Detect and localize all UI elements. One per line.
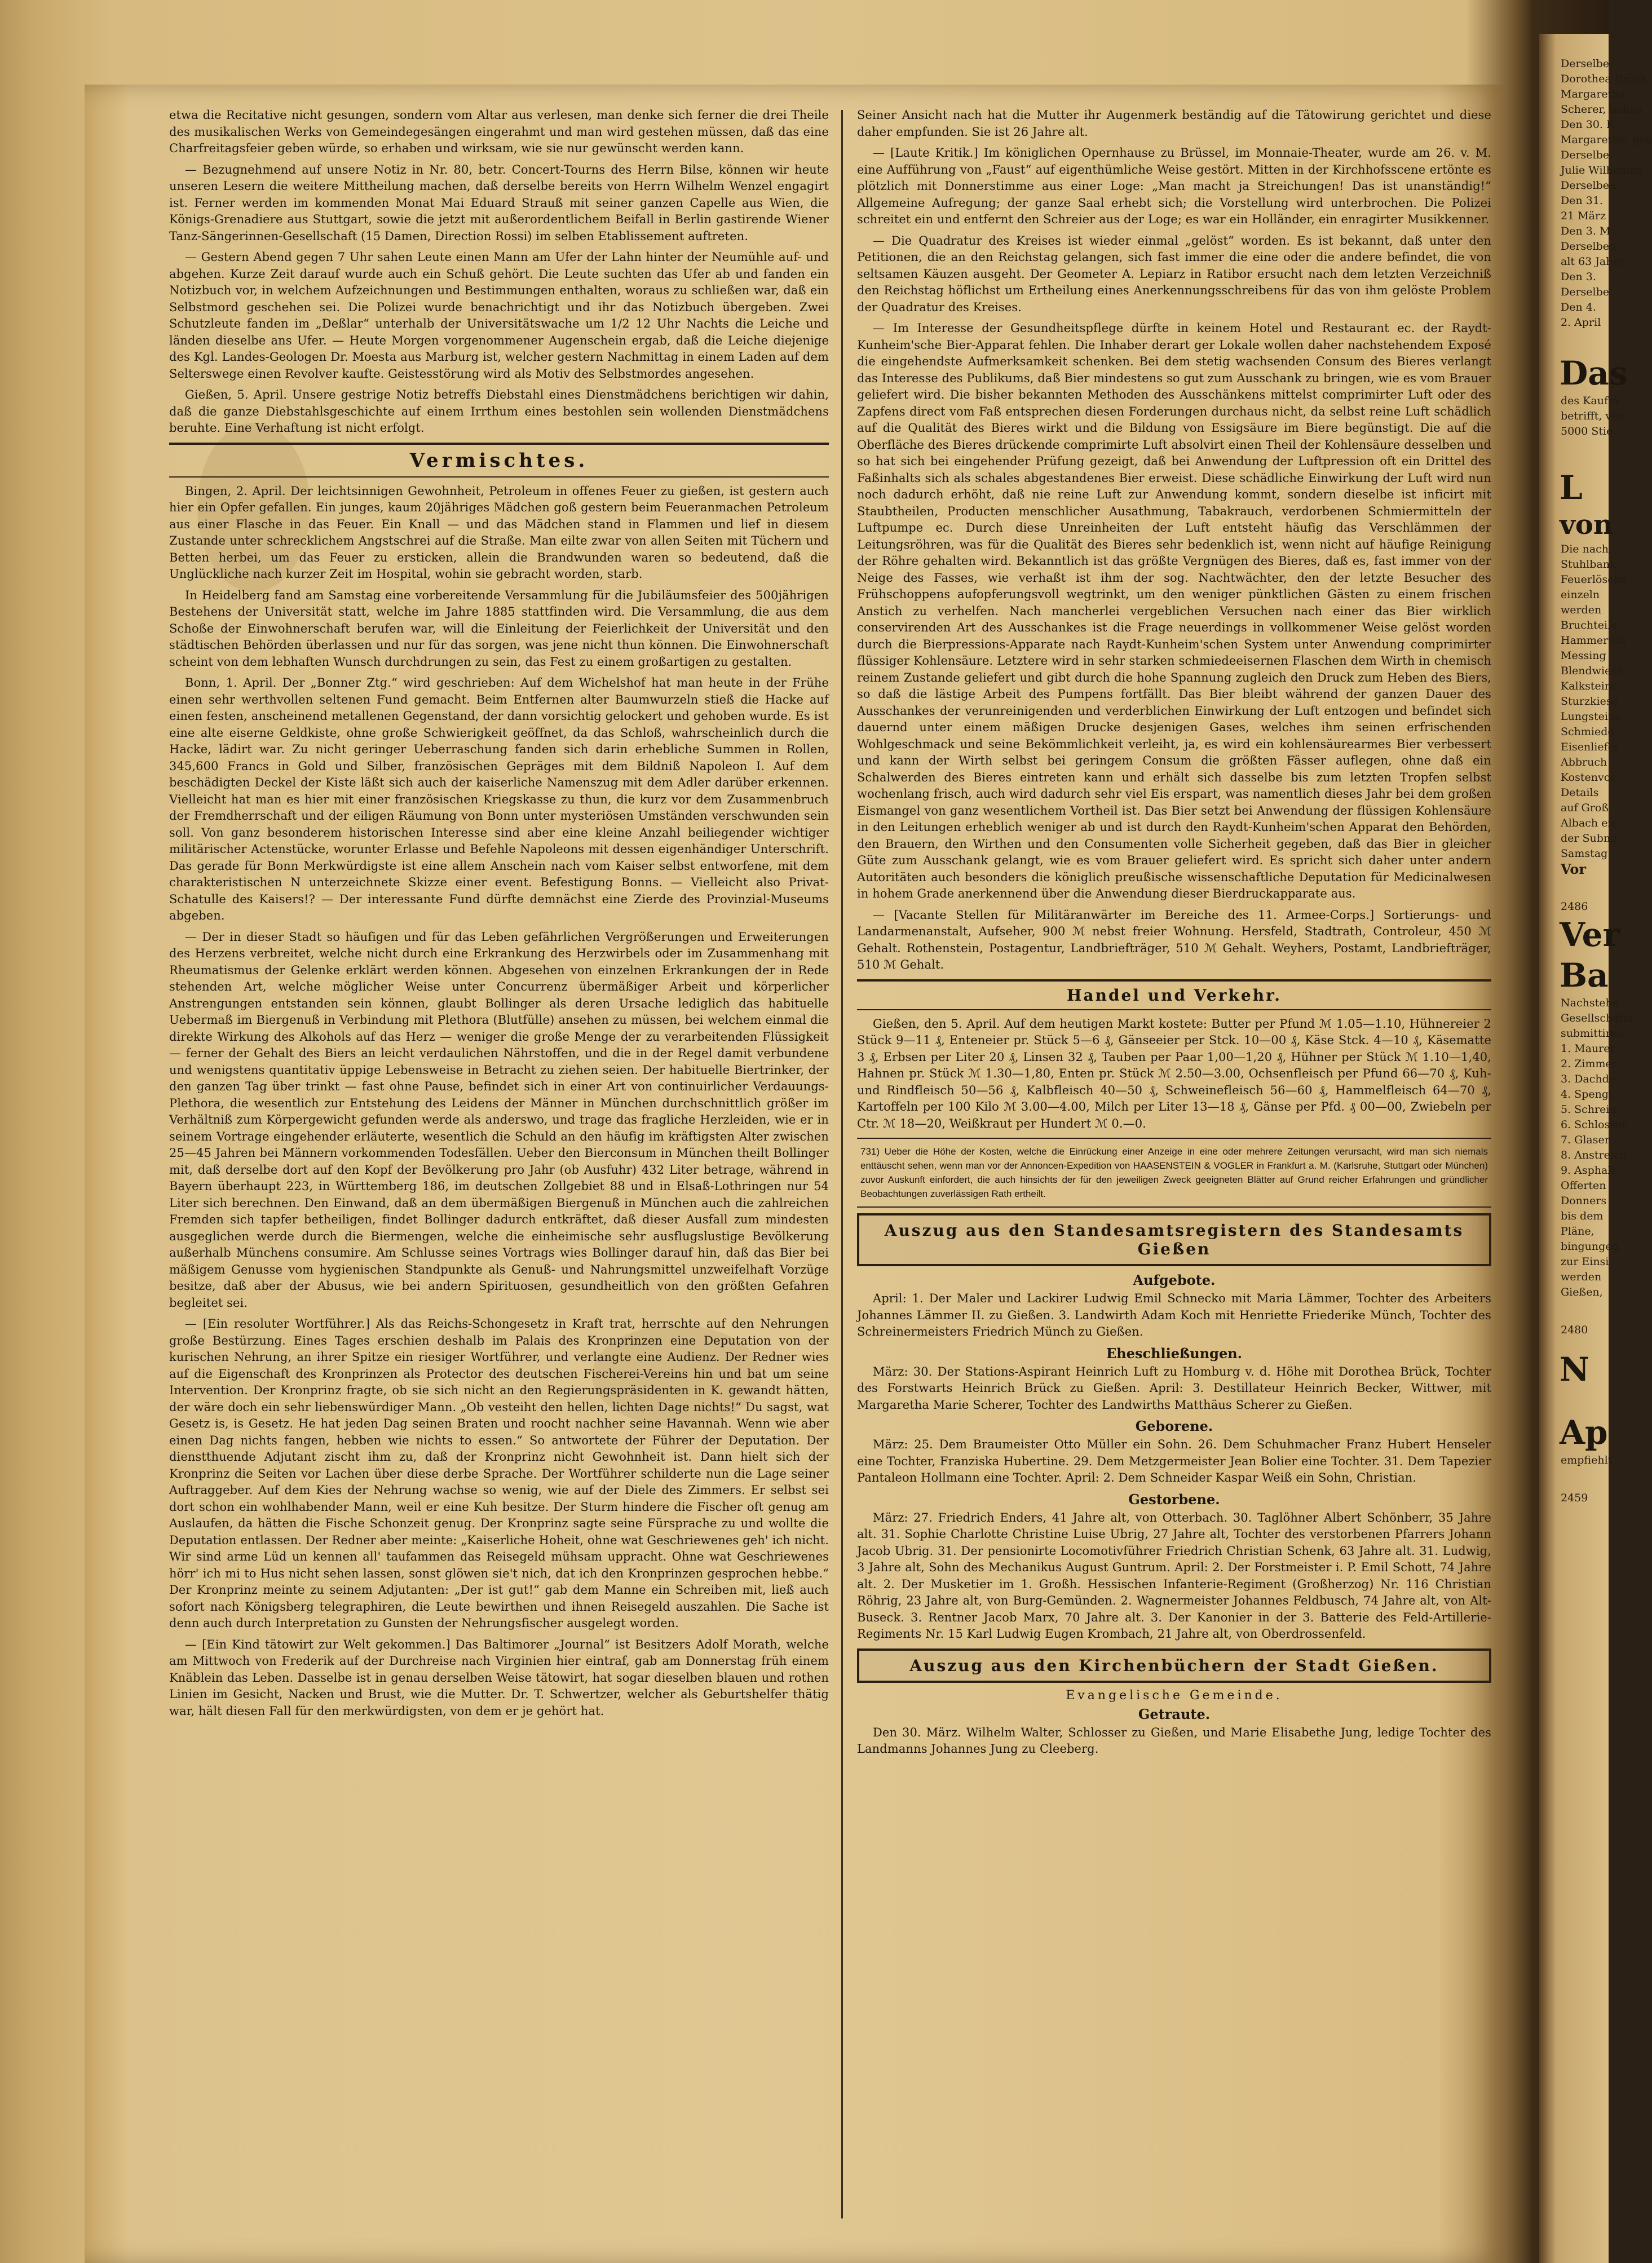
edge-heading: von — [1560, 509, 1613, 541]
article-paragraph: — [Vacante Stellen für Militäranwärter im Bereiche des 11. Armee-Corps.] Sortierungs- und Landarmenanstalt, Aufseher, 900 ℳ nebst freier Wohnung. Hersfeld, Stadtrath, Controleur, 450 ℳ Gehalt. Rothenstein, Postagentur, Landbriefträger, 510 ℳ Gehalt. Weyhers, Postamt, Landbriefträger, 510 ℳ Gehalt. — [857, 908, 1491, 971]
edge-line: Margarethe, geb — [1561, 134, 1652, 146]
article-paragraph: — [Ein Kind tätowirt zur Welt gekommen.] Das Baltimorer „Journal“ ist Besitzers Adolf Morath, welche am Mittwoch von Frederik auf der Durchreise nach Virginien hier eintraf, gab am Donnerstag früh einem Knäblein das Leben. Dasselbe ist in genau derselben Weise tätowirt, hat sogar dieselben blauen und rothen Linien im Gesicht, Nacken und Brust, wie die Mutter. Dr. T. Schwertzer, welcher als Geburtshelfer thätig war, hält diesen Fall für den merkwürdigsten, von dem er je gehört hat. — [169, 1637, 829, 1718]
edge-heading: Ba — [1560, 956, 1609, 995]
edge-line: 3. Dachde — [1561, 1073, 1616, 1085]
edge-heading: Ver — [1560, 916, 1620, 954]
edge-line: Schmiede — [1561, 726, 1614, 738]
edge-line: Hammerteil — [1561, 634, 1626, 647]
article-paragraph: — Der in dieser Stadt so häufigen und für das Leben gefährlichen Vergrößerungen und Erweiterungen des Herzens verbreitet, welche nicht durch eine Erkrankung des Herzwirbels oder im Zusammenhang mit Rheumatismus der Gelenke erklärt werden können. Abgesehen von einzelnen Erkrankungen der in Rede stehenden Art, welche möglicher Weise unter Concurrenz übermäßiger Arbeit und körperlicher Anstrengungen entstanden sein können, glaubt Bollinger als deren Ursache lediglich das habituelle Uebermaß im Biergenuß in Verbindung mit Plethora (Blutfülle) ansehen zu müssen, bei welchem einmal die direkte Wirkung des Alkohols auf das Herz — weniger die große Menge der zu verarbeitenden Flüssigkeit — ferner der Gehalt des Biers an leicht verdaulichen Nährstoffen, und die in der Regel damit verbundene und wenigstens quantitativ üppige Lebensweise in Betracht zu ziehen seien. Der habituelle Biertrinker, der den ganzen Tag über trinkt — fast ohne Pause, befindet sich in einer Art von continuirlicher Verdauungs-Plethora, die wesentlich zur Entstehung des Leidens der Männer in München durchschnittlich größer im Verhältniß zum Körpergewicht gefunden werde als anderswo, und trage das fragliche Herzleiden, wie er in seinem Vortrage eingehender erläuterte, wesentlich die Schuld an den häufig im kräftigsten Alter zwischen 25—45 Jahren bei Männern vorkommenden Todesfällen. Ueber den Bierconsum in München theilt Bollinger mit, daß derselbe dort auf den Kopf der Bevölkerung pro Jahr (ob Ausfuhr) 432 Liter betrage, während in Bayern überhaupt 223, in Württemberg 186, im deutschen Zollgebiet 88 und in Elsaß-Lothringen nur 54 Liter sich berechnen. Den Einwand, daß an dem übermäßigen Biergenuß in München auch die zahlreichen Fremden sich tapfer betheiligen, findet Bollinger dadurch entkräftet, daß dieser Ausfall zum mindesten ausgeglichen werde durch die Biermengen, welche die einheimische sehr ausflugslustige Bevölkerung außerhalb Münchens consumire. Am Schlusse seines Vortrags wies Bollinger darauf hin, daß das Bier bei mäßigem Genusse vom hygienischen Standpunkte als Genuß- und Nahrungsmittel unzweifelhaft Vorzüge besitze, daß aber der Abusus, wie bei andern Spirituosen, gesundheitlich von den größten Gefahren begleitet sei. — [169, 930, 829, 1310]
article-paragraph: Gießen, 5. April. Unsere gestrige Notiz betreffs Diebstahl eines Dienstmädchens berichtigen wir dahin, daß die ganze Diebstahlsgeschichte auf einem Irrthum eines bestohlen sein wollenden Dienstmädchens beruhte. Eine Verhaftung ist nicht erfolgt. — [169, 388, 829, 435]
edge-line: 8. Anstreich — [1561, 1149, 1627, 1161]
edge-line: Eisenliefer — [1561, 741, 1619, 753]
edge-line: Kostenvor — [1561, 771, 1616, 784]
article-paragraph: etwa die Recitative nicht gesungen, sondern vom Altar aus verlesen, man denke sich ferner die drei Theile des musikalischen Werks von Gemeindegesängen eingerahmt und man wird gestehen müssen, daß das eine Charfreitagsfeier geben würde, so erhaben und wirksam, wie sie nur gewünscht werden kann. — [169, 108, 829, 155]
edge-line: Blendwiese — [1561, 665, 1623, 677]
subheading-gestorbene: Gestorbene. — [1128, 1491, 1220, 1508]
edge-heading: Ap — [1560, 1413, 1608, 1452]
edge-line: empfiehlt — [1561, 1454, 1613, 1466]
edge-line: Derselbe — [1561, 286, 1610, 298]
edge-line: Abbruch — [1561, 756, 1607, 768]
edge-line: Gesellschafts — [1561, 1012, 1633, 1024]
edge-line: auf Groß — [1561, 802, 1609, 814]
edge-line: 2. Zimmer — [1561, 1058, 1617, 1070]
registry-entry: März: 25. Dem Braumeister Otto Müller ein Sohn. 26. Dem Schuhmacher Franz Hubert Henseler eine Tochter, Franziska Hubertine. 29. Dem Metzgermeister Jean Bolier eine Tochter. 31. Dem Tapezier Pantaleon Hollmann eine Tochter. April: 2. Dem Schneider Kaspar Weiß ein Sohn, Christian. — [857, 1438, 1491, 1484]
article-paragraph: — Die Quadratur des Kreises ist wieder einmal „gelöst“ worden. Es ist bekannt, daß unter den Petitionen, die an den Reichstag gelangen, sich fast immer die eine oder die andere befindet, die von seltsamen Käuzen ausgeht. Der Geometer A. Lepiarz in Ratibor ersucht nach dem letzten Verzeichniß den Reichstag höflichst um Ertheilung eines Anerkennungsschreibens für das von ihm gelöste Problem der Quadratur des Kreises. — [857, 233, 1491, 314]
edge-line: werden — [1561, 1271, 1602, 1283]
edge-line: Derselbe — [1561, 149, 1610, 161]
edge-line: werden — [1561, 604, 1602, 616]
edge-line: zur Einsi — [1561, 1256, 1609, 1268]
edge-line: betrifft, ver — [1561, 410, 1623, 422]
edge-line: Gießen, — [1561, 1286, 1603, 1298]
edge-line: Stuhlbank — [1561, 558, 1616, 571]
edge-line: bingungen — [1561, 1240, 1619, 1253]
edge-line: Den 31. — [1561, 195, 1603, 207]
edge-line: 9. Asphalt — [1561, 1164, 1616, 1177]
registry-entry: März: 30. Der Stations-Aspirant Heinrich Luft zu Homburg v. d. Höhe mit Dorothea Brück, Tochter des Forstwarts Heinrich Brück zu Gießen. April: 3. Destillateur Heinrich Becker, Wittwer, mit Margaretha Marie Scherer, Tochter des Landwirths Matthäus Scherer zu Gießen. — [857, 1364, 1491, 1412]
registry-entry: Den 30. März. Wilhelm Walter, Schlosser zu Gießen, und Marie Elisabethe Jung, ledige Tochter des Landmanns Johannes Jung zu Cleeberg. — [857, 1725, 1491, 1756]
edge-line: einzeln — [1561, 589, 1600, 601]
edge-heading: L — [1560, 468, 1583, 507]
edge-line: Lungsteine — [1561, 710, 1622, 723]
edge-line: Details — [1561, 786, 1599, 799]
article-paragraph: — [Ein resoluter Wortführer.] Als das Reichs-Schongesetz in Kraft trat, herrschte auf den Nehrungen große Bestürzung. Eines Tages erschien deshalb im Palais des Kronprinzen eine Deputation von der kurischen Nehrung, an ihrer Spitze ein riesiger Wortführer, und verlangte eine Audienz. Der Redner wies auf die Eigenschaft des Kronprinzen als Protector des deutschen Fischerei-Vereins hin und bat um seine Intervention. Der Kronprinz fragte, ob sie sich nicht an den Regierungspräsidenten in K. gewandt hätten, der wäre doch ein sehr liebenswürdiger Mann. „Ob vesteiht den hellen, lichten Dage nichts!“ Du sagst, wat Gesetz is, is Gesetz. He hat jeden Dag seinen Braten und roocht nachher seine Havannah. Wenn wie aber einen Dag nichts fangen, hebben wie nichts to essen.“ So antwortete der Führer der Deputation. Der dienstthuende Adjutant zischt ihm zu, daß der Kronprinz nicht Gewohnheit ist. Dann hielt sich der Kronprinz die Seiten vor Lachen über diese derbe Sprache. Der Wortführer schilderte nun die Lage seiner Auftraggeber. Auf dem Kies der Nehrung wachse so wenig, wie auf der Diele des Zimmers. Er selbst sei dort schon ein wohlhabender Mann, weil er eine Kuh besitze. Der Sturm hindere die Fischer oft genug am Auslaufen, da hätten die Fische Schonzeit genug. Der Kronprinz sagte seine Fürsprache zu und wollte die Deputation entlassen. Der Redner aber meinte: „Kaiserliche Hoheit, ohne wat Geschriewenes geh' ich nicht. Wir sind arme Lüd un kennen all' taufammen das Reisegeld mühsam uppracht. Ohne wat Geschriewenes hörr' ich mi to Hus nicht sehen lassen, sonst glöwen sie't nich, dat ich den Kronprinzen gesprochen hebbe.“ Der Kronprinz meinte zu seinem Adjutanten: „Der ist gut!“ gab dem Manne ein Schreiben mit, ließ auch sofort nach Königsberg telegraphiren, die Leute bewirthen und ihnen Reisegeld auszahlen. Die Sache ist denn auch durch Interpretation zu Gunsten der Nehrungsfischer ausgelegt worden. — [169, 1317, 829, 1630]
edge-line: Julie Wilhelmin — [1561, 164, 1644, 176]
registry-entry: April: 1. Der Maler und Lackirer Ludwig Emil Schnecko mit Maria Lämmer, Tochter des Arbeiters Johannes Lämmer II. zu Gießen. 3. Landwirth Adam Koch mit Henriette Friederike Münch, Tochter des Schreinermeisters Friedrich Münch zu Gießen. — [857, 1292, 1491, 1338]
registry-entry: März: 27. Friedrich Enders, 41 Jahre alt, von Otterbach. 30. Taglöhner Albert Schönberr, 35 Jahre alt. 31. Sophie Charlotte Christine Luise Ubrig, 27 Jahre alt, Tochter des verstorbenen Pfarrers Johann Jacob Ubrig. 31. Der pensionirte Locomotivführer Friedrich Christian Schenk, 63 Jahre alt. 31. Ludwig, 3 Jahre alt, Sohn des Mechanikus August Guntrum. April: 2. Der Forstmeister i. P. Emil Schott, 74 Jahre alt. 2. Der Musketier im 1. Großh. Hessischen Infanterie-Regiment (Großherzog) Nr. 116 Christian Röhrig, 23 Jahre alt, von Burg-Gemünden. 2. Wagnermeister Johannes Feldbusch, 74 Jahre alt, von Alt-Buseck. 3. Rentner Jacob Marx, 70 Jahre alt. 3. Der Kanonier in der 3. Batterie des Feld-Artillerie-Regiments Nr. 15 Karl Ludwig Eugen Krombach, 21 Jahre alt, von Oberdrossenfeld. — [857, 1510, 1491, 1641]
subheading-aufgebote: Aufgebote. — [1133, 1272, 1216, 1288]
edge-line: Derselben — [1561, 240, 1616, 253]
article-paragraph: — Gestern Abend gegen 7 Uhr sahen Leute einen Mann am Ufer der Lahn hinter der Neumühle auf- und abgehen. Kurze Zeit darauf wurde auch ein Schuß gehört. Die Leute suchten das Ufer ab und fanden ein Notizbuch vor, in welchem Aufzeichnungen und Bestimmungen enthalten, woraus zu schließen war, daß ein Selbstmord geschehen sei. Die Polizei wurde benachrichtigt und ihr das Notizbuch übergeben. Zwei Schutzleute fanden im „Deßlar“ unterhalb der Universitätswache um 1/2 12 Uhr Nachts die Leiche und länden dieselbe ans Ufer. — Heute Morgen vorgenommener Augenschein ergab, daß die Leiche diejenige des Kgl. Landes-Geologen Dr. Moesta aus Marburg ist, welcher gestern Nachmittag in einem Laden auf dem Selterswege einen Revolver kaufte. Geistesstörung wird als Motiv des Selbstmordes angesehen. — [169, 250, 829, 381]
edge-line: Pläne, — [1561, 1225, 1594, 1237]
edge-line: des Kaufm. — [1561, 395, 1622, 407]
article-paragraph: Bingen, 2. April. Der leichtsinnigen Gewohnheit, Petroleum in offenes Feuer zu gießen, ist gestern auch hier ein Opfer gefallen. Ein junges, kaum 20jähriges Mädchen goß gestern beim Feueranmachen Petroleum aus einer Flasche in das Feuer. Ein Knall — und das Mädchen stand in Flammen und lief in diesem Zustande unter schrecklichem Angstschrei auf die Straße. Man eilte zwar von allen Seiten mit Tüchern und Betten herbei, um das Feuer zu ersticken, allein die Brandwunden waren so bedeutend, daß die Unglückliche nach kurzer Zeit im Hospital, wohin sie gebracht worden, starb. — [169, 484, 829, 581]
edge-line: Bruchteile — [1561, 619, 1618, 631]
edge-heading: Das — [1560, 354, 1628, 392]
edge-number: 2480 — [1561, 1324, 1588, 1336]
left-column — [169, 107, 829, 2227]
edge-line: Messing — [1561, 649, 1606, 662]
edge-line: 5. Schrein — [1561, 1103, 1616, 1116]
edge-line: Vor — [1561, 861, 1587, 877]
edge-line: 4. Spengl — [1561, 1088, 1613, 1100]
subheading-gemeinde: Evangelische Gemeinde. — [1066, 1688, 1283, 1703]
edge-line: Kalksteine — [1561, 680, 1618, 692]
column-rule — [841, 110, 843, 2218]
edge-line: 7. Glaser — [1561, 1134, 1610, 1146]
section-heading-vermischtes: Vermischtes. — [169, 443, 829, 478]
edge-heading: N — [1560, 1350, 1590, 1389]
edge-line: Den 4. — [1561, 301, 1596, 313]
edge-line: Die nach — [1561, 543, 1609, 555]
edge-line: 1. Maurer — [1561, 1042, 1615, 1055]
article-paragraph: — Bezugnehmend auf unsere Notiz in Nr. 80, betr. Concert-Tourns des Herrn Bilse, können wir heute unseren Lesern die weitere Mittheilung machen, daß derselbe bereits von Herrn Wilhelm Wenzel engagirt ist. Ferner werden im kommenden Monat Mai Eduard Strauß mit seiner ganzen Capelle aus Wien, die Königs-Grenadiere aus Stuttgart, sowie die jetzt mit außerordentlichem Beifall in Berlin gastirende Wiener Tanz-Sängerinnen-Gesellschaft (15 Damen, Direction Rossi) im selben Etablissement auftreten. — [169, 162, 829, 243]
article-paragraph: Seiner Ansicht nach hat die Mutter ihr Augenmerk beständig auf die Tätowirung gerichtet und diese daher empfunden. Sie ist 26 Jahre alt. — [857, 108, 1491, 139]
edge-line: 5000 Stie — [1561, 425, 1613, 437]
edge-line: Derselbe — [1561, 58, 1610, 70]
edge-line: submittiren — [1561, 1027, 1624, 1040]
article-paragraph: — Im Interesse der Gesundheitspflege dürfte in keinem Hotel und Restaurant ec. der Raydt-Kunheim'sche Bier-Apparat fehlen. Die Inhaber derart ger Lokale wollen daher nachstehendem Exposé die eingehendste Aufmerksamkeit schenken. Bei dem stetig wachsenden Consum des Bieres verlangt das Interesse des Publikums, daß Bier mindestens so gut zum Ausschank zu bringen, wie es vom Brauer geliefert wird. Die bisher bekannten Methoden des Ausschänkens mittelst comprimirter Luft oder des Zapfens direct vom Faß entsprechen diesen Forderungen durchaus nicht, da selbst reine Luft schädlich auf die Qualität des Bieres wirkt und die Bildung von Essigsäure im Biere begünstigt. Die auf die Oberfläche des Bieres drückende comprimirte Luft absolvirt einen Theil der Kohlensäure desselben und so hat sich bei eingehender Prüfung gezeigt, daß bei Anwendung der Luftpression oft ein Drittel des Faßinhalts sich als schales abgestandenes Bier erweist. Diese schädliche Einwirkung der Luft wird nun noch dadurch erhöht, daß nie reine Luft zur Anwendung kommt, sondern dieselbe ist inficirt mit Staubtheilen, Producten menschlicher Ausathmung, Tabakrauch, verdorbenen Schmiermitteln der Luftpumpe ec. Durch diese Unreinheiten der Luft entsteht häufig das Verschlämmen der Leitungsröhren, was für die Qualität des Bieres sehr bedenklich ist, wenn nicht auf häufige Reinigung der Röhre gehalten wird. Bekanntlich ist das größte Vergnügen des Bieres, daß es, fast immer von der Neige des Fasses, wie verhaßt ist ihm der sog. Nachtwächter, den der letzte Besucher des Frühschoppens aufopferungsvoll wegtrinkt, um den weniger pünktlichen Gästen zu einem frischen Anstich zu verhelfen. Nach mancherlei vergeblichen Versuchen nach einer das Bier wirklich conservirenden Art des Ausschankes ist die Frage neuerdings in vollkommener Weise gelöst worden durch die Bierpressions-Apparate nach Raydt-Kunheim'schen System unter Anwendung comprimirter flüssiger Kohlensäure. Letztere wird in sehr starken schmiedeeisernen Flaschen dem Wirth in chemisch reinem Zustande geliefert und gibt durch die hohe Spannung zugleich den Druck zum Heben des Biers, so daß die lästige Arbeit des Pumpens fortfällt. Das Bier bleibt während der ganzen Dauer des Ausschankes der verunreinigenden und verderblichen Einwirkung der Luft entzogen und befindet sich dauernd unter einem mäßigen Drucke desjenigen Gases, welches ihm seinen erfrischenden Wohlgeschmack und seine Bekömmlichkeit verleiht, ja, es wird ein kohlensäurearmes Bier verbessert und kann der Wirth selbst bei geringem Consum die größten Fässer auflegen, ohne daß ein Schalwerden des Bieres eintreten kann und erhält sich dasselbe bis zum letzten Tropfen selbst wochenlang frisch, auch wird dadurch sehr viel Eis erspart, was namentlich dieses Jahr bei dem großen Eismangel von ganz wesentlichem Vortheil ist. Das Bier setzt bei Anwendung der flüssigen Kohlensäure in den Leitungen erheblich weniger ab und ist durch den Raydt-Kunheim'schen Apparat den Behörden, den Brauern, den Wirthen und den Consumenten volle Sicherheit gegeben, daß das Bier in gleicher Güte zum Ausschank gelangt, wie es vom Brauer geliefert wird. Es spricht sich daher unter andern Autoritäten auch besonders die königlich preußische wissenschaftliche Deputation für Medicinalwesen in hohem Grade anerkennend über die Anwendung dieser Bierdruckapparate aus. — [857, 321, 1491, 900]
edge-line: Donners — [1561, 1195, 1607, 1207]
edge-line: Den 30. R — [1561, 118, 1615, 131]
edge-line: Derselben — [1561, 179, 1616, 192]
edge-line: Dorothea Brück — [1561, 73, 1647, 85]
right-column — [857, 107, 1491, 2227]
edge-line: der Submi — [1561, 832, 1618, 845]
edge-line: Margaretha — [1561, 88, 1626, 100]
section-heading-handel: Handel und Verkehr. — [857, 979, 1491, 1010]
edge-line: 21 März — [1561, 210, 1606, 222]
edge-line: Sturzkiese — [1561, 695, 1618, 708]
edge-line: Nachstehe — [1561, 997, 1619, 1009]
subheading-eheschliessungen: Eheschließungen. — [1106, 1345, 1243, 1362]
edge-line: bis dem — [1561, 1210, 1604, 1222]
edge-line: Den 3. M — [1561, 225, 1611, 237]
edge-line: Den 3. — [1561, 271, 1596, 283]
article-paragraph: Bonn, 1. April. Der „Bonner Ztg.“ wird geschrieben: Auf dem Wichelshof hat man heute in der Frühe einen sehr werthvollen seltenen Fund gemacht. Beim Entfernen alter Baumwurzeln stieß die Hacke auf einen festen, anscheinend metallenen Gegenstand, der dann vorsichtig gelockert und gehoben wurde. Es ist eine alte eiserne Geldkiste, ohne große Schwierigkeit geöffnet, da das Schloß, wahrscheinlich durch die Hacke, lädirt war. Zu nicht geringer Ueberraschung fanden sich darin erhebliche Summen in Rollen, 345,600 Francs in Gold und Silber, französischen Gepräges mit dem Bildniß Napoleon I. Auf dem beschädigten Deckel der Kiste läßt sich auch der kaiserliche Namenszug mit dem Adler darüber erkennen. Vielleicht hat man es hier mit einer französischen Kriegskasse zu thun, die kurz vor dem Zusammenbruch der Fremdherrschaft und der eiligen Räumung von Bonn unter mysteriösen Umständen verschwunden sein soll. Von ganz besonderem historischen Interesse sind aber eine kleine Anzahl beiliegender wichtiger militärischer Actenstücke, worunter Erlasse und Befehle Napoleons mit dessen eigenhändiger Unterschrift. Das gerade für Bonn Merkwürdigste ist eine allem Anschein nach vom Kaiser selbst entworfene, mit dem charakteristischen N unterzeichnete Skizze einer event. Befestigung Bonns. — Vielleicht also Privat-Schatulle des Kaisers!? — Der interessante Fund dürfte demnächst eine Zierde des Provinzial-Museums abgeben. — [169, 676, 829, 922]
edge-line: Offerten — [1561, 1179, 1606, 1192]
edge-line: 6. Schlosser — [1561, 1119, 1627, 1131]
edge-line: Samstag — [1561, 847, 1608, 860]
edge-line: alt 63 Jahre, — [1561, 255, 1628, 268]
edge-line: Feuerlösche — [1561, 573, 1627, 586]
edge-line: 2. April — [1561, 316, 1601, 329]
subheading-getraute: Getraute. — [1138, 1705, 1211, 1722]
edge-line: Scherer, ledige — [1561, 103, 1643, 116]
advertisement-haasenstein: 731) Ueber die Höhe der Kosten, welche die Einrückung einer Anzeige in eine oder mehrere Zeitungen verursacht, wird man sich niemals enttäuscht sehen, wenn man vor der Annoncen-Expedition von HAASENSTEIN & VOGLER in Frankfurt a. M. (Karlsruhe, Stuttgart oder München) zuvor Auskunft einfordert, die auch hinsichts der für den jeweiligen Zweck geeigneten Blätter auf Grund reicher Erfahrungen und gründlicher Beobachtungen zuverlässigen Rath ertheilt. — [857, 1138, 1491, 1208]
edge-number: 2486 — [1561, 900, 1588, 913]
subheading-geborene: Geborene. — [1135, 1418, 1213, 1434]
section-heading-standesamt: Auszug aus den Standesamtsregistern des Standesamts Gießen — [857, 1213, 1491, 1266]
adjacent-page-edge — [1539, 34, 1652, 2263]
article-paragraph: In Heidelberg fand am Samstag eine vorbereitende Versammlung für die Jubiläumsfeier des 500jährigen Bestehens der Universität statt, welche im Jahre 1885 stattfinden wird. Die Versammlung, die aus dem Schoße der Einwohnerschaft berufen war, will die Einleitung der Feierlichkeit der Universität und den städtischen Behörden überlassen und nur für das sorgen, was jene nicht thun können. Die Einwohnerschaft scheint von dem lebhaften Wunsch durchdrungen zu sein, das Fest zu einem großartigen zu gestalten. — [169, 588, 829, 669]
section-heading-kirchenbuecher: Auszug aus den Kirchenbüchern der Stadt Gießen. — [857, 1648, 1491, 1683]
edge-number: 2459 — [1561, 1492, 1588, 1504]
market-report: Gießen, den 5. April. Auf dem heutigen Markt kostete: Butter per Pfund ℳ 1.05—1.10, Hühnereier 2 Stück 9—11 ₰, Enteneier pr. Stück 5—6 ₰, Gänseeier per Stck. 10—00 ₰, Käse Stck. 4—10 ₰, Käsematte 3 ₰, Erbsen per Liter 20 ₰, Linsen 32 ₰, Tauben per Paar 1,00—1,20 ₰, Hühner per Stück ℳ 1.10—1,40, Hahnen pr. Stück ℳ 1.30—1,80, Enten pr. Stück ℳ 2.50—3.00, Ochsenfleisch per Pfund 66—70 ₰, Kuh- und Rindfleisch 50—56 ₰, Kalbfleisch 40—50 ₰, Schweinefleisch 56—60 ₰, Hammelfleisch 64—70 ₰, Kartoffeln per 100 Kilo ℳ 3.00—4.00, Milch per Liter 13—18 ₰, Gänse per Pfd. ₰ 00—00, Zwiebeln per Ctr. ℳ 18—20, Weißkraut per Hundert ℳ 0.—0. — [857, 1016, 1491, 1130]
article-paragraph: — [Laute Kritik.] Im königlichen Opernhause zu Brüssel, im Monnaie-Theater, wurde am 26. v. M. eine Aufführung von „Faust“ auf eigenthümliche Weise gestört. Mitten in der Kirchhofsscene ertönte es plötzlich mit Donnerstimme aus einer Loge: „Man macht ja Streichungen! Das ist unanständig!“ Allgemeine Aufregung; der ganze Saal erhebt sich; die Vorstellung wird unterbrochen. Die Polizei schreitet ein und entfernt den Schreier aus der Loge; es war ein Holländer, ein enragirter Musikkenner. — [857, 146, 1491, 226]
edge-line: Albach ein — [1561, 817, 1618, 829]
